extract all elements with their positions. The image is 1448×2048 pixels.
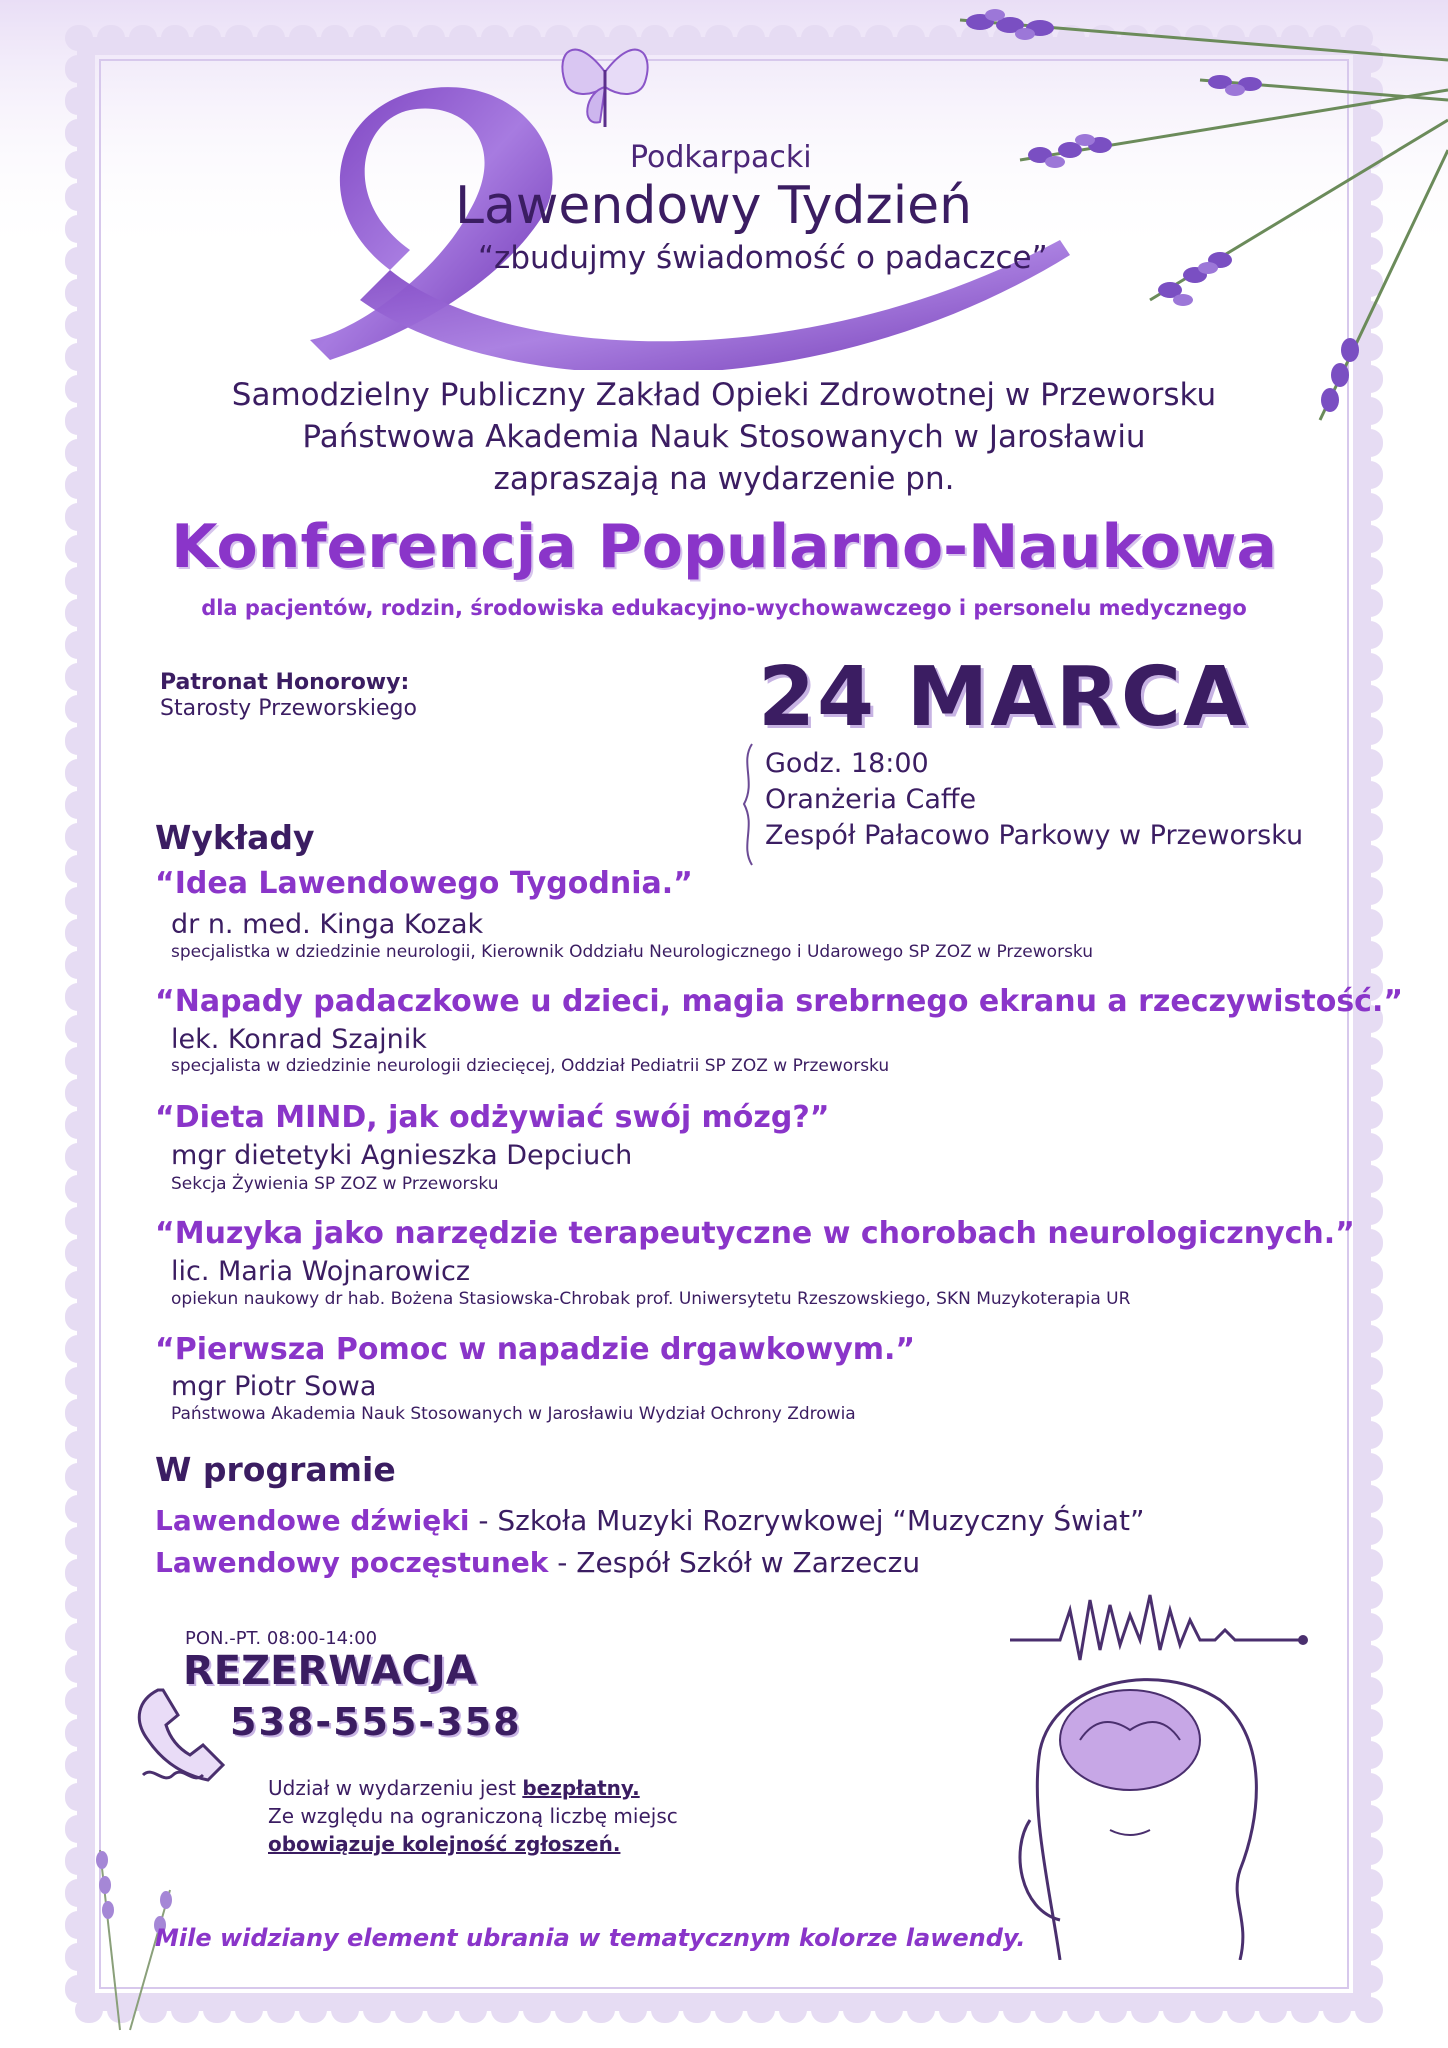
event-date: 24 MARCA [758,650,1249,745]
lecture-speaker: lic. Maria Wojnarowicz [171,1256,471,1287]
dress-code-footer: Mile widziany element ubrania w tematycznym kolorze lawendy. [155,1924,1026,1952]
region-label: Podkarpacki [630,140,812,175]
program-item [155,1504,1145,1537]
organizer-line-3: zapraszają na wydarzenie pn. [493,461,955,497]
page-title: Konferencja Popularno-Naukowa [171,512,1277,582]
free-entry-word: bezpłatny. [522,1776,640,1800]
event-motto: “zbudujmy świadomość o padaczce” [478,240,1048,276]
lecture-affiliation: specjalista w dziedzinie neurologii dziecięcej, Oddział Pediatrii SP ZOZ w Przeworsku [171,1056,890,1076]
program-heading: W programie [155,1450,396,1489]
program-item-name: Lawendowe dźwięki [155,1504,470,1537]
lecture-title: “Napady padaczkowe u dzieci, magia srebrnego ekranu a rzeczywistość.” [155,984,1404,1019]
lecture-speaker: mgr Piotr Sowa [171,1371,377,1402]
lecture-affiliation: opiekun naukowy dr hab. Bożena Stasiowska-Chrobak prof. Uniwersytetu Rzeszowskiego, SKN Muzykoterapia UR [171,1289,1131,1309]
lecture-speaker: mgr dietetyki Agnieszka Depciuch [171,1140,633,1171]
lecture-title: “Dieta MIND, jak odżywiać swój mózg?” [155,1100,830,1135]
lecture-affiliation: Sekcja Żywienia SP ZOZ w Przeworsku [171,1174,499,1194]
patronage-value: Starosty Przeworskiego [160,696,417,721]
lavender-bouquet-icon [900,0,1448,440]
free-entry-note [268,1776,640,1800]
event-name: Lawendowy Tydzień [455,176,973,236]
organizer-line-1: Samodzielny Publiczny Zakład Opieki Zdrowotnej w Przeworsku [231,377,1217,413]
reservation-label: REZERWACJA [183,1648,477,1694]
order-note [268,1832,620,1856]
event-place: Zespół Pałacowo Parkowy w Przeworsku [765,820,1304,851]
event-venue: Oranżeria Caffe [765,784,977,815]
lecture-title: “Muzyka jako narzędzie terapeutyczne w chorobach neurologicznych.” [155,1216,1355,1251]
lecture-affiliation: Państwowa Akademia Nauk Stosowanych w Jarosławiu Wydział Ochrony Zdrowia [171,1404,856,1424]
lecture-speaker: lek. Konrad Szajnik [171,1024,427,1055]
program-item [155,1546,920,1579]
head-with-brain-illustration-icon [1000,1590,1320,1960]
brace-decoration-icon [738,742,758,867]
event-time: Godz. 18:00 [765,748,929,779]
organizer-line-2: Państwowa Akademia Nauk Stosowanych w Jarosławiu [302,419,1146,455]
lecture-affiliation: specjalistka w dziedzinie neurologii, Kierownik Oddziału Neurologicznego i Udarowego SP ZOZ w Przeworsku [171,942,1094,962]
reservation-hours: PON.-PT. 08:00-14:00 [185,1628,378,1649]
limited-seats-note: Ze względu na ograniczoną liczbę miejsc [268,1804,678,1828]
program-item-name: Lawendowy poczęstunek [155,1546,549,1579]
free-entry-prefix: Udział w wydarzeniu jest [268,1776,523,1800]
program-item-detail: - Zespół Szkół w Zarzeczu [548,1546,921,1579]
butterfly-icon [555,32,655,142]
audience-subtitle: dla pacjentów, rodzin, środowiska edukacyjno-wychowawczego i personelu medycznego [201,596,1247,620]
program-item-detail: - Szkoła Muzyki Rozrywkowej “Muzyczny Świat” [469,1504,1145,1537]
lecture-title: “Idea Lawendowego Tygodnia.” [155,866,693,901]
lectures-heading: Wykłady [155,818,315,857]
phone-icon [128,1680,238,1800]
phone-number[interactable]: 538-555-358 [230,1700,522,1744]
lecture-speaker: dr n. med. Kinga Kozak [171,909,484,940]
lecture-title: “Pierwsza Pomoc w napadzie drgawkowym.” [155,1332,916,1367]
patronage-label: Patronat Honorowy: [160,670,410,695]
order-note-text: obowiązuje kolejność zgłoszeń. [268,1832,621,1856]
